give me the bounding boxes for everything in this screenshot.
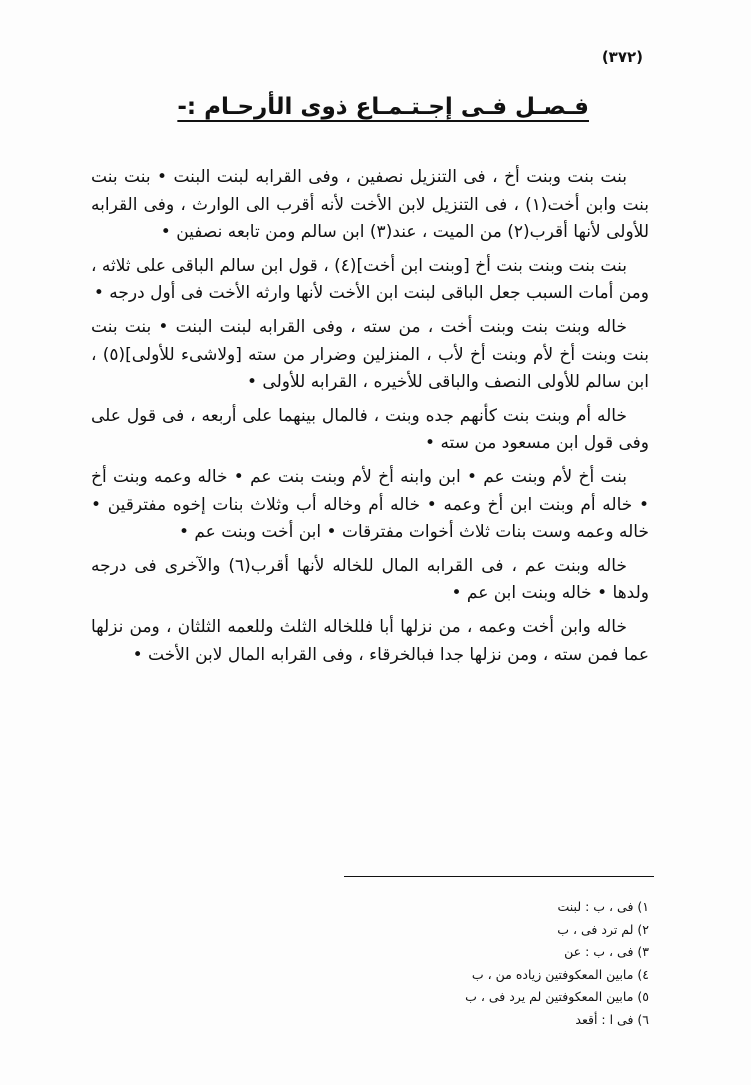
footnote: ٤) مابين المعكوفتين زياده من ، ب [471, 966, 649, 982]
paragraph: خاله أم وبنت بنت كأنهم جده وبنت ، فالمال بينهما على أربعه ، فى قول على وفى قول ابن مسعود من سته • [91, 405, 649, 454]
page-number: (٣٧٢) [601, 48, 643, 66]
footnote: ٣) فى ، ب : عن [564, 944, 649, 960]
paragraph: بنت أخ لأم وبنت عم • ابن وابنه أخ لأم وبنت بنت عم • خاله وعمه وبنت أخ • خاله أم وبنت ابن أخ وعمه • خاله أم وخاله أب وثلاث بنات إخوه مفترقين • خاله وعمه وست بنات ثلاث أخوات مفترقات • ابن أخت وبنت عم • [91, 466, 649, 543]
footnote: ٥) مابين المعكوفتين لم يرد فى ، ب [465, 989, 649, 1005]
paragraph: خاله وابن أخت وعمه ، من نزلها أبا فللخاله الثلث وللعمه الثلثان ، ومن نزلها عما فمن سته ، ومن نزلها جدا فبالخرقاء ، وفى القرابه المال لابن الأخت • [91, 616, 649, 665]
section-heading: فـصـل فـى إجـتـمـاع ذوى الأرحـام :- [177, 94, 589, 120]
footnote-divider [344, 876, 654, 877]
footnote: ٦) فى ا : أقعد [575, 1011, 649, 1027]
paragraph: خاله وبنت عم ، فى القرابه المال للخاله لأنها أقرب(٦) والآخرى فى درجه ولدها • خاله وبنت ابن عم • [91, 555, 649, 604]
footnote: ١) فى ، ب : لبنت [557, 899, 649, 914]
paragraph: بنت بنت وبنت بنت أخ [وبنت ابن أخت](٤) ، قول ابن سالم الباقى على ثلاثه ، ومن أمات السبب جعل الباقى لبنت ابن الأخت لأنها وارثه الأخت فى أول درجه • [91, 255, 649, 304]
footnote: ٢) لم ترد فى ، ب [557, 921, 649, 937]
body-text [91, 164, 649, 675]
paragraph: بنت بنت وبنت أخ ، فى التنزيل نصفين ، وفى القرابه لبنت البنت • بنت بنت بنت وابن أخت(١) ، فى التنزيل لابن الأخت لأنه أقرب الى الوارث ، وفى القرابه للأولى لأنها أقرب(٢) من الميت ، عند(٣) ابن سالم ومن تابعه نصفين • [91, 167, 650, 243]
footnotes [289, 896, 649, 1032]
paragraph: خاله وبنت بنت وبنت أخت ، من سته ، وفى القرابه لبنت البنت • بنت بنت بنت وبنت أخ لأم وبنت أخ لأب ، المنزلين وضرار من سته [ولاشىء للأولى](٥) ، ابن سالم للأولى النصف والباقى للأخيره ، القرابه للأولى • [91, 316, 649, 393]
